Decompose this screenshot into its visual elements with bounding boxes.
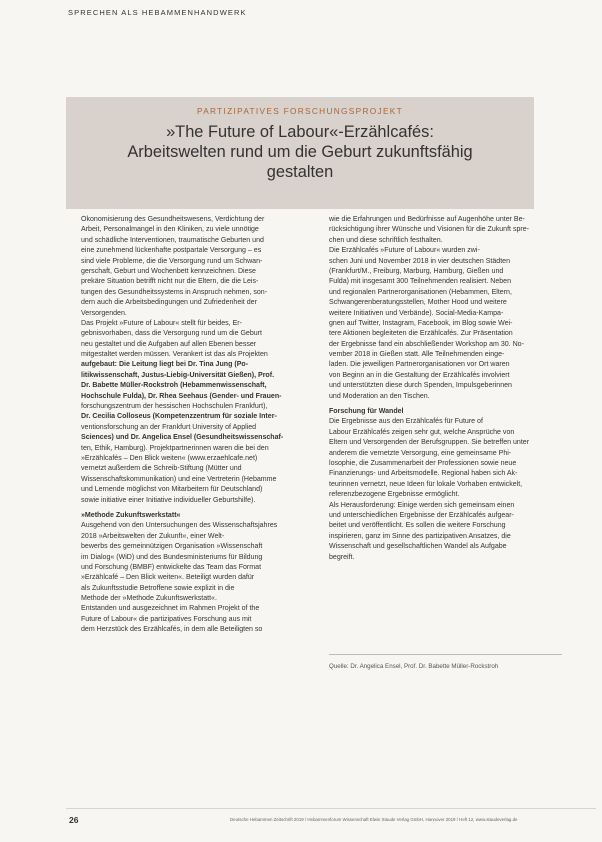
text-line: »Erzählcafé – Den Blick weiten«. Beteiligt wurden dafür xyxy=(81,574,255,582)
text-line: dem Herzstück des Erzählcafés, in dem alle Beteiligten so xyxy=(81,626,263,634)
text-line: und schädliche Interventionen, traumatische Geburten und xyxy=(81,236,264,244)
text-line: schen Juni und November 2018 in vier deutschen Städten xyxy=(329,257,510,265)
text-line: Arbeit, Personalmangel in den Kliniken, zu viele unnötige xyxy=(81,226,259,234)
text-line: ventionsforschung an der Frankfurt University of Applied xyxy=(81,423,257,431)
text-line: Als Herausforderung: Einige werden sich gemeinsam einen xyxy=(329,501,515,509)
text-line: sowie initiative einer Initiative individueller Geburtshilfe). xyxy=(81,496,256,504)
text-line: Dr. Cecilia Colloseus (Kompetenzzentrum für soziale Inter- xyxy=(81,413,277,421)
text-line: von Beginn an in die Gestaltung der Erzählcafés involviert xyxy=(329,371,510,379)
text-line: laden. Die jeweiligen Partnerorganisationen vor Ort waren xyxy=(329,361,510,369)
left-column xyxy=(81,215,299,636)
text-line: rücksichtigung ihrer Wünsche und Visionen für die Zukunft spre- xyxy=(329,226,530,234)
text-line: Dr. Babette Müller-Rockstroh (Hebammenwissenschaft, xyxy=(81,382,267,390)
text-line: Wissenschaft und gesellschaftlichen Wandel als Aufgabe xyxy=(329,543,507,551)
text-line: Ökonomisierung des Gesundheitswesens, Verdichtung der xyxy=(81,216,265,223)
text-line: Die Ergebnisse aus den Erzählcafés für Future of xyxy=(329,418,483,426)
title-band xyxy=(66,97,534,209)
text-line: vernetzt außerdem die Schreib-Stiftung (Mütter und xyxy=(81,465,242,473)
text-line: Eltern und Versorgenden der Berufsgruppen. Sie betreffen unter xyxy=(329,439,530,447)
article-title xyxy=(82,122,518,182)
text-line: Methode der »Methode Zukunftswerkstatt«. xyxy=(81,595,217,603)
text-line: wie die Erfahrungen und Bedürfnisse auf Augenhöhe unter Be- xyxy=(329,216,525,223)
text-line: Entstanden und ausgezeichnet im Rahmen Projekt of the xyxy=(81,605,260,613)
text-line: als Zukunftsstudie Betroffene sowie explizit in die xyxy=(81,584,235,592)
text-line: teurinnen vernetzt, neue Ideen für lokale Vorhaben entwickelt, xyxy=(329,480,523,488)
text-line: litikwissenschaft, Justus-Liebig-Universität Gießen), Prof. xyxy=(81,371,275,379)
text-line: weitere Initiativen und Verbände). Social-Media-Kampa- xyxy=(329,309,504,317)
text-line: referenzbezogene Ergebnisse ermöglicht. xyxy=(329,491,460,499)
text-line: Labour Erzählcafés zeigen sehr gut, welche Ansprüche von xyxy=(329,428,515,436)
text-line: Versorgenden. xyxy=(81,309,127,317)
text-line: tere Aktionen begleiteten die Erzählcafés. Zur Präsentation xyxy=(329,330,513,338)
text-line: und unterstützten diese durch Spenden, Impulsgeberinnen xyxy=(329,382,512,390)
text-line: sind viele Probleme, die die Versorgung rund um Schwan- xyxy=(81,257,263,265)
text-line: und Lernende möglichst von Mitarbeitern für Deutschland) xyxy=(81,486,263,494)
text-line: Fulda) mit insgesamt 300 Teilnehmenden realisiert. Neben xyxy=(329,278,512,286)
text-line: tungen des Gesundheitssystems in Anspruch nehmen, son- xyxy=(81,288,268,296)
text-line: beitet und veröffentlicht. Es sollen die weitere Forschung xyxy=(329,522,506,530)
text-line: im Dialog« (WiD) und des Bundesministeriums für Bildung xyxy=(81,553,263,561)
text-line: Schwangerenberatungsstellen, Mother Hood und weitere xyxy=(329,299,507,307)
text-line: begreift. xyxy=(329,553,355,561)
text-line: und Moderation an den Tischen. xyxy=(329,392,430,400)
title-line-1: »The Future of Labour«-Erzählcafés: xyxy=(166,123,434,141)
title-line-2: Arbeitswelten rund um die Geburt zukunftsfähig xyxy=(127,143,473,161)
text-line: Hochschule Fulda), Dr. Rhea Seehaus (Gender- und Frauen- xyxy=(81,392,282,400)
text-line: gebnisvorhaben, dass die Versorgung rund um die Geburt xyxy=(81,330,262,338)
text-line: dern auch die Arbeitsbedingungen und Zufriedenheit der xyxy=(81,299,257,307)
page-number: 26 xyxy=(69,815,79,825)
text-line: Die Erzählcafés »Future of Labour« wurden zwi- xyxy=(329,247,480,255)
text-line: losophie, die Zusammenarbeit der Professionen sowie neue xyxy=(329,459,517,467)
subheading: Forschung für Wandel xyxy=(329,408,404,416)
text-line: inspirieren, ganz im Sinne des partizipativen Ansatzes, die xyxy=(329,532,511,540)
text-line: gerschaft, Geburt und Wochenbett kennzeichnen. Diese xyxy=(81,267,256,275)
text-line: Das Projekt »Future of Labour« stellt für beides, Er- xyxy=(81,319,242,327)
text-line: neu gestaltet und die Aufgaben auf allen Ebenen besser xyxy=(81,340,257,348)
text-line: prekäre Situation betrifft nicht nur die Eltern, die die Leis- xyxy=(81,278,259,286)
text-line: und Forschung (BMBF) entwickelte das Team das Format xyxy=(81,563,262,571)
image-caption: Quelle: Dr. Angelica Ensel, Prof. Dr. Babette Müller-Rockstroh xyxy=(329,663,499,670)
text-line: Sciences) und Dr. Angelica Ensel (Gesundheitswissenschaf- xyxy=(81,434,284,442)
text-line: bewerbs des gemeinnützigen Organisation »Wissenschaft xyxy=(81,543,263,551)
text-line: Ausgehend von den Untersuchungen des Wissenschaftsjahres xyxy=(81,522,278,530)
text-line: und regionalen Partnerorganisationen (Hebammen, Eltern, xyxy=(329,288,512,296)
text-line: Wissenschaftskommunikation) und eine Vertreterin (Hebamme xyxy=(81,475,277,483)
caption-rule xyxy=(329,654,562,655)
subheading: »Methode Zukunftswerkstatt« xyxy=(81,511,181,519)
running-head: SPRECHEN ALS HEBAMMENHANDWERK xyxy=(68,8,247,17)
text-line: anderem die vernetzte Versorgung, eine gemeinsame Phi- xyxy=(329,449,512,457)
right-column xyxy=(329,215,547,563)
text-line: ten, Ethik, Hamburg). Projektpartnerinnen waren die bei den xyxy=(81,444,269,452)
text-line: forschungszentrum der hessischen Hochschulen Frankfurt), xyxy=(81,403,268,411)
footer-rule xyxy=(66,808,596,809)
text-line: und unterschiedlichen Ergebnisse der Erzählcafés aufgear- xyxy=(329,511,514,519)
text-line: aufgebaut: Die Leitung liegt bei Dr. Tina Jung (Po- xyxy=(81,361,249,369)
text-line: (Frankfurt/M., Freiburg, Marburg, Hamburg, Gießen und xyxy=(329,267,504,275)
kicker: PARTIZIPATIVES FORSCHUNGSPROJEKT xyxy=(196,106,404,116)
title-line-3: gestalten xyxy=(266,163,334,181)
text-line: gnen auf Twitter, Instagram, Facebook, im Blog sowie Wei- xyxy=(329,319,513,327)
text-line: der Ergebnisse fand ein abschließender Workshop am 30. No- xyxy=(329,340,524,348)
text-line: »Erzählcafés – Den Blick weiten« (www.erzaehlcafe.net) xyxy=(81,454,258,462)
text-line: Finanzierungs- und Arbeitsmodelle. Regional haben sich Ak- xyxy=(329,470,518,478)
text-line: mitgestaltet werden müssen. Verankert ist das als Projekten xyxy=(81,351,268,359)
footer-credit: Deutsche Hebammen Zeitschrift 2019 / Hebammenforum Wissenschaft Elwin Staude Verlag GmbH, Hannover 2019 / Heft 12, www.staudeverlag.de xyxy=(230,817,518,822)
text-line: vember 2018 in Gießen statt. Alle Teilnehmenden einge- xyxy=(329,351,505,359)
text-line: chen und diese schriftlich festhalten. xyxy=(329,236,443,244)
text-line: 2018 »Arbeitswelten der Zukunft«, einer Welt- xyxy=(81,532,225,540)
text-line: Future of Labour« die partizipatives Forschung aus mit xyxy=(81,615,252,623)
text-line: eine zunehmend lückenhafte postpartale Versorgung – es xyxy=(81,247,262,255)
